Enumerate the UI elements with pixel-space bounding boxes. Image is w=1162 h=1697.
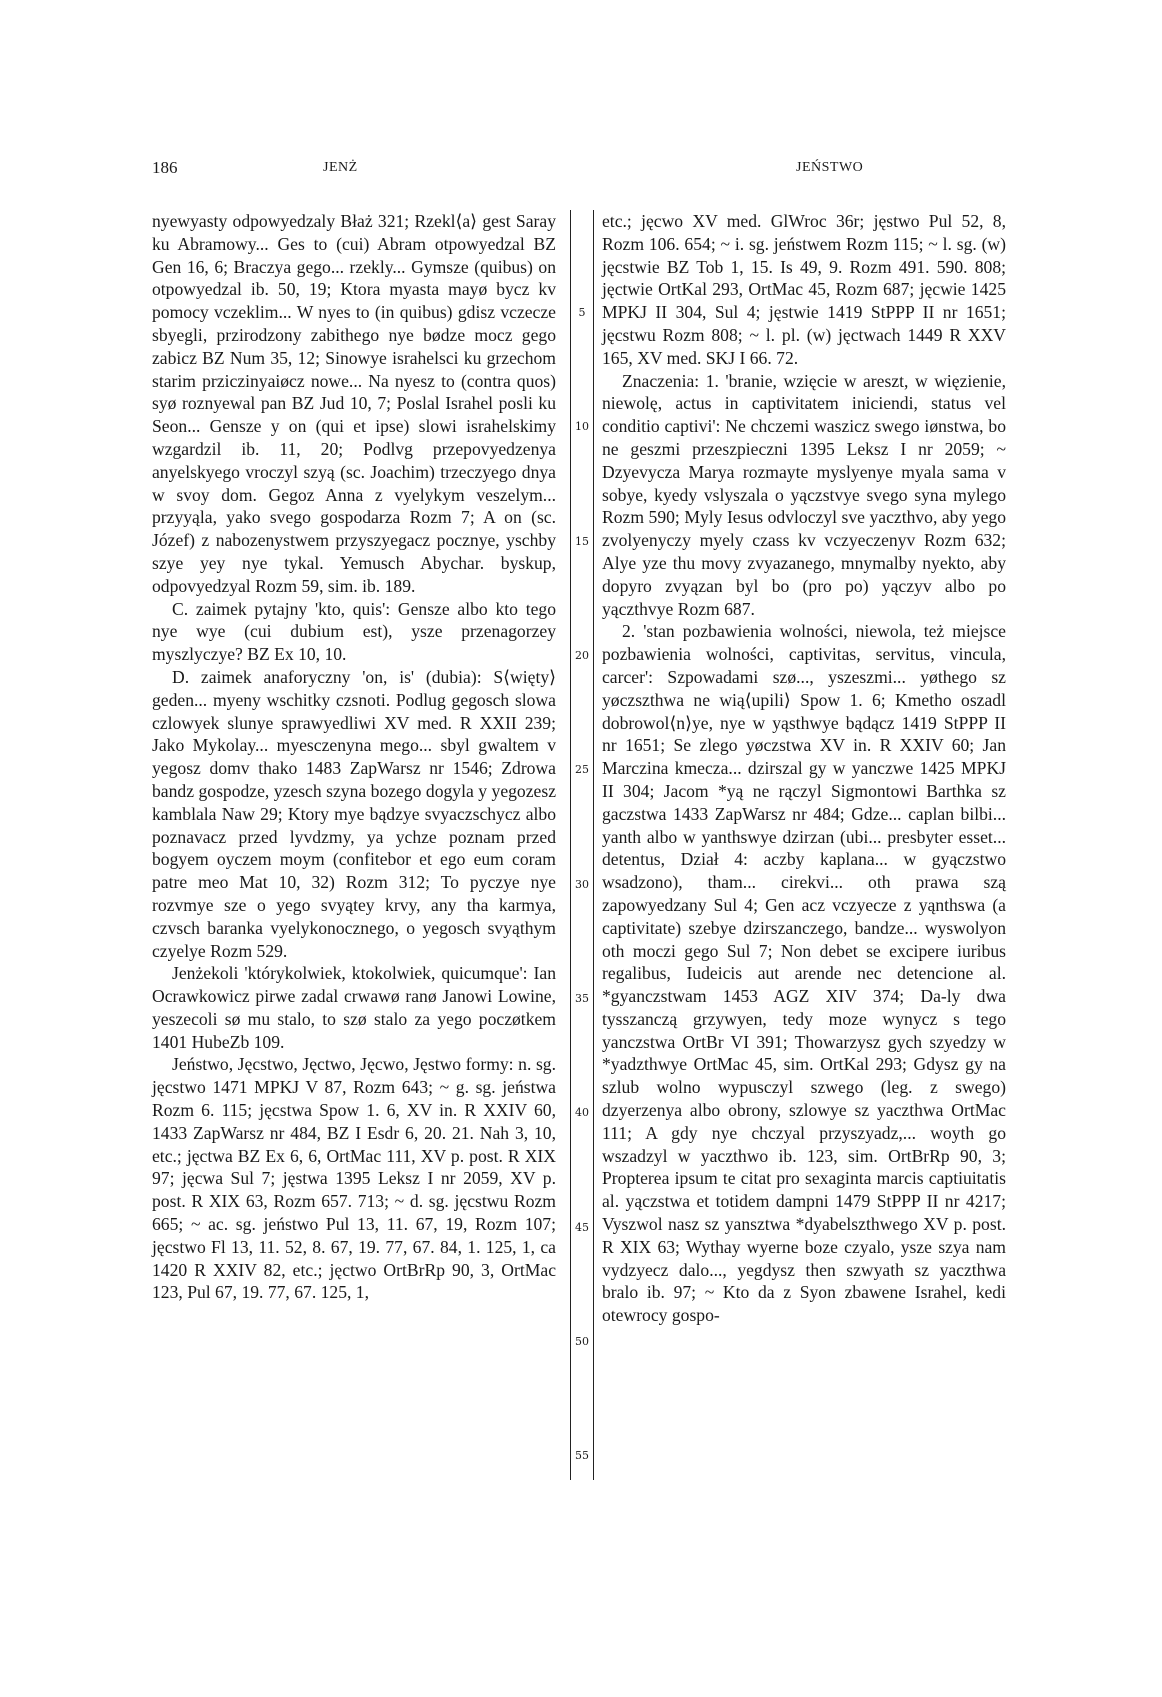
left-paragraph-3: D. zaimek anaforyczny 'on, is' (dubia): S⟨więty⟩ geden... myeny wschitky czsnoti. Podlug gegosch slowa czlowyek slunye sprawyedliwi XV med. R XXII 239; Jako Mykolay... myesczenyna mego... sbyl gwaltem v yegosz domv thako 1483 ZapWarsz nr 1546; Zdrowa bandz gospodze, yzesch szyna bozego dogyla y yegozesz kamblala Naw 29; Ktory mye bądzye svyaczschycz albo poznavacz przed lyvdzmy, ya ychze poznam przed bogyem oyczem moym (confitebor et ego eum coram patre meo Mat 10, 32) Rozm 312; To pyczye nye rozvmye sze o yego svyątey krvy, any tha karmya, czvsch baranka vyelykonocznego, o yegosch svyąthym czyelye Rozm 529. xyxy=(152,666,556,961)
line-number: 15 xyxy=(575,535,589,548)
left-paragraph-1: nyewyasty odpowyedzaly Błaż 321; Rzekl⟨a⟩ gest Saray ku Abramowy... Ges to (cui) Abram otpowyedzal BZ Gen 16, 6; Braczya gego... rzekly... Gymsze (quibus) on otpowyedzal ib. 50, 19; Ktora myasta mayø bycz kv pomocy vczeklim... W nyes to (in quibus) gdisz vczecze sbyegli, przirodzony zabithego nye bødze mocz gego zabicz BZ Num 35, 12; Sinowye israhelsci ku grzechom starim prziczinyaiøcz nowe... Na nyesz to (contra quos) syø roznyewal pan BZ Jud 10, 7; Poslal Israhel posli ku Seon... Gensze y on (qui et ipse) slowi israhelskimy wzgardzil ib. 11, 20; Podlvg przepovyedzenya anyelskyego vroczyl szyą (sc. Joachim) trzeczyego dnya w svoy dom. Gegoz Anna z vyelykym veszelym... przyyąla, yako svego gospodarza Rozm 7; A on (sc. Józef) z nabozenystwem przyszyegacz pocznye, yschby szye yey nye tykal. Yemusch Abychar. byskup, odpovyedzyal Rozm 59, sim. ib. 189. xyxy=(152,211,556,596)
right-paragraph-3: 2. 'stan pozbawienia wolności, niewola, też miejsce pozbawienia wolności, captivitas, servitus, vincula, carcer': Szpowadami szø..., yszeszmi... yøthego sz yøczszthwa ne wią⟨upili⟩ Spow 1. 6; Kmetho oszadl dobrowol⟨n⟩ye, nye w yąsthwye bądącz 1419 StPPP II nr 1651; Se zlego yøczstwa XV in. R XXIV 60; Jan Marczina kmecza... dzirszal gy w yanczwe 1425 MPKJ II 304; Jacom *yą ne rączyl Sigmontowi Barthka sz gaczstwa 1433 ZapWarsz nr 484; Gdze... caplan bilbi... yanth albo w yanthswye dzirzan (ubi... presbyter esset... detentus, Dział 4: aczby kaplana... w gyączstwo wsadzono), tham... cirekvi... oth prawa szą zapowyedzany Sul 4; Gen acz vczyecze z yąnthswa (a captivitate) szebye dzirszanczego, bandze... wyswolyon oth moczi gego Sul 7; Non debet se excipere iuribus regalibus, Iudeicis aut arende nec detencione al. *gyanczstwam 1453 AGZ XIV 374; Da-ly dwa tysszanczą grzywyen, tedy moze wynycz s tego yanczstwa OrtBr VI 391; Thowarzysz gych szyedzy w *yadzthwye OrtMac 45, sim. OrtKal 293; Gdysz gy na szlub wolno wypusczyl szwego (leg. z swego) dzyerzenya albo obrony, szlowye sz yaczthwa OrtMac 111; A gdy nye chczyal przyszyadz,... woyth go wszadzyl w yaczthwo ib. 123, sim. OrtBrRp 90, 3; Propterea ipsum te citat pro sexaginta marcis captiuitatis al. yączstwa et totidem dampni 1479 StPPP II nr 4217; Vyszwol nasz sz yansztwa *dyabelszthwego XV p. post. R XIX 63; Wythay wyerne boze czyalo, ysze szya nam vydzyecz dalo..., yegdysz then szwyath sz yaczthwa bralo ib. 97; ~ Kto da z Syon zbawene Israhel, kedi otewrocy gospo- xyxy=(602,621,1006,1326)
right-paragraph-1: etc.; jęcwo XV med. GlWroc 36r; jęstwo Pul 52, 8, Rozm 106. 654; ~ i. sg. jeństwem Rozm 115; ~ l. sg. (w) jęcstwie BZ Tob 1, 15. Is 49, 9. Rozm 491. 590. 808; jęctwie OrtKal 293, OrtMac 45, Rozm 687; jęcwie 1425 MPKJ II 304, Sul 4; jęstwie 1419 StPPP II nr 1651; jęcstwu Rozm 808; ~ l. pl. (w) jęctwach 1449 R XXV 165, XV med. SKJ I 66. 72. xyxy=(602,211,1006,368)
line-number: 45 xyxy=(575,1221,589,1234)
running-header-left: JENŻ xyxy=(323,160,358,175)
left-paragraph-4: Jenżekoli 'którykolwiek, ktokolwiek, quicumque': Ian Ocrawkowicz pirwe zadal crwawø ranø Janowi Lowine, yeszecoli sø mu stalo, to szø stalo za yego poczøtkem 1401 HubeZb 109. xyxy=(152,963,556,1052)
line-number: 35 xyxy=(575,992,589,1005)
line-number-gutter xyxy=(571,210,593,1480)
line-number: 5 xyxy=(578,306,586,319)
left-column xyxy=(152,210,556,1304)
line-number: 10 xyxy=(575,420,589,433)
line-number: 20 xyxy=(575,649,589,662)
column-divider-right xyxy=(593,210,594,1480)
line-number: 55 xyxy=(575,1449,589,1462)
line-number: 25 xyxy=(575,763,589,776)
line-number: 40 xyxy=(575,1106,589,1119)
line-number: 50 xyxy=(575,1335,589,1348)
right-column xyxy=(602,210,1006,1327)
page-number: 186 xyxy=(152,158,178,177)
left-paragraph-2: C. zaimek pytajny 'kto, quis': Gensze albo kto tego nye wye (cui dubium est), ysze przenagorzey myszlyczye? BZ Ex 10, 10. xyxy=(152,598,556,665)
left-paragraph-5: Jeństwo, Jęcstwo, Jęctwo, Jęcwo, Jęstwo formy: n. sg. jęcstwo 1471 MPKJ V 87, Rozm 643; ~ g. sg. jeństwa Rozm 6. 115; jęcstwa Spow 1. 6, XV in. R XXIV 60, 1433 ZapWarsz nr 484, BZ I Esdr 6, 20. 21. Nah 3, 10, etc.; jęctwa BZ Ex 6, 6, OrtMac 111, XV p. post. R XIX 97; jęcwa Sul 7; jęstwa 1395 Leksz I nr 2059, XV p. post. R XIX 63, Rozm 657. 713; ~ d. sg. jęcstwu Rozm 665; ~ ac. sg. jeństwo Pul 13, 11. 67, 19, Rozm 107; jęcstwo Fl 13, 11. 52, 8. 67, 19. 77, 67. 84, 1. 125, 1, ca 1420 R XXIV 82, etc.; jęctwo OrtBrRp 90, 3, OrtMac 123, Pul 67, 19. 77, 67. 125, 1, xyxy=(152,1054,556,1303)
right-paragraph-2: Znaczenia: 1. 'branie, wzięcie w areszt, w więzienie, niewolę, actus in captivitatem iniciendi, status vel conditio captivi': Ne chczemi waszicz swego iønstwa, bo ne geszmi przeszpieczni 1395 Leksz I nr 2059; ~ Dzyevycza Marya rozmayte myslyenye myala sama v sobye, kyedy vslyszala o yączstvye svego syna mylego Rozm 590; Myly Iesus odvloczyl sve yaczthvo, aby yego zvolyenyczy myely czass kv vczyeczenyv Rozm 632; Alye yze thu movy zvyazanego, mnymalby nyekto, aby dopyro zvyązan byl bo (pro po) yączyv albo po yączthvye Rozm 687. xyxy=(602,370,1006,619)
running-header-right: JEŃSTWO xyxy=(796,160,864,175)
line-number: 30 xyxy=(575,878,589,891)
